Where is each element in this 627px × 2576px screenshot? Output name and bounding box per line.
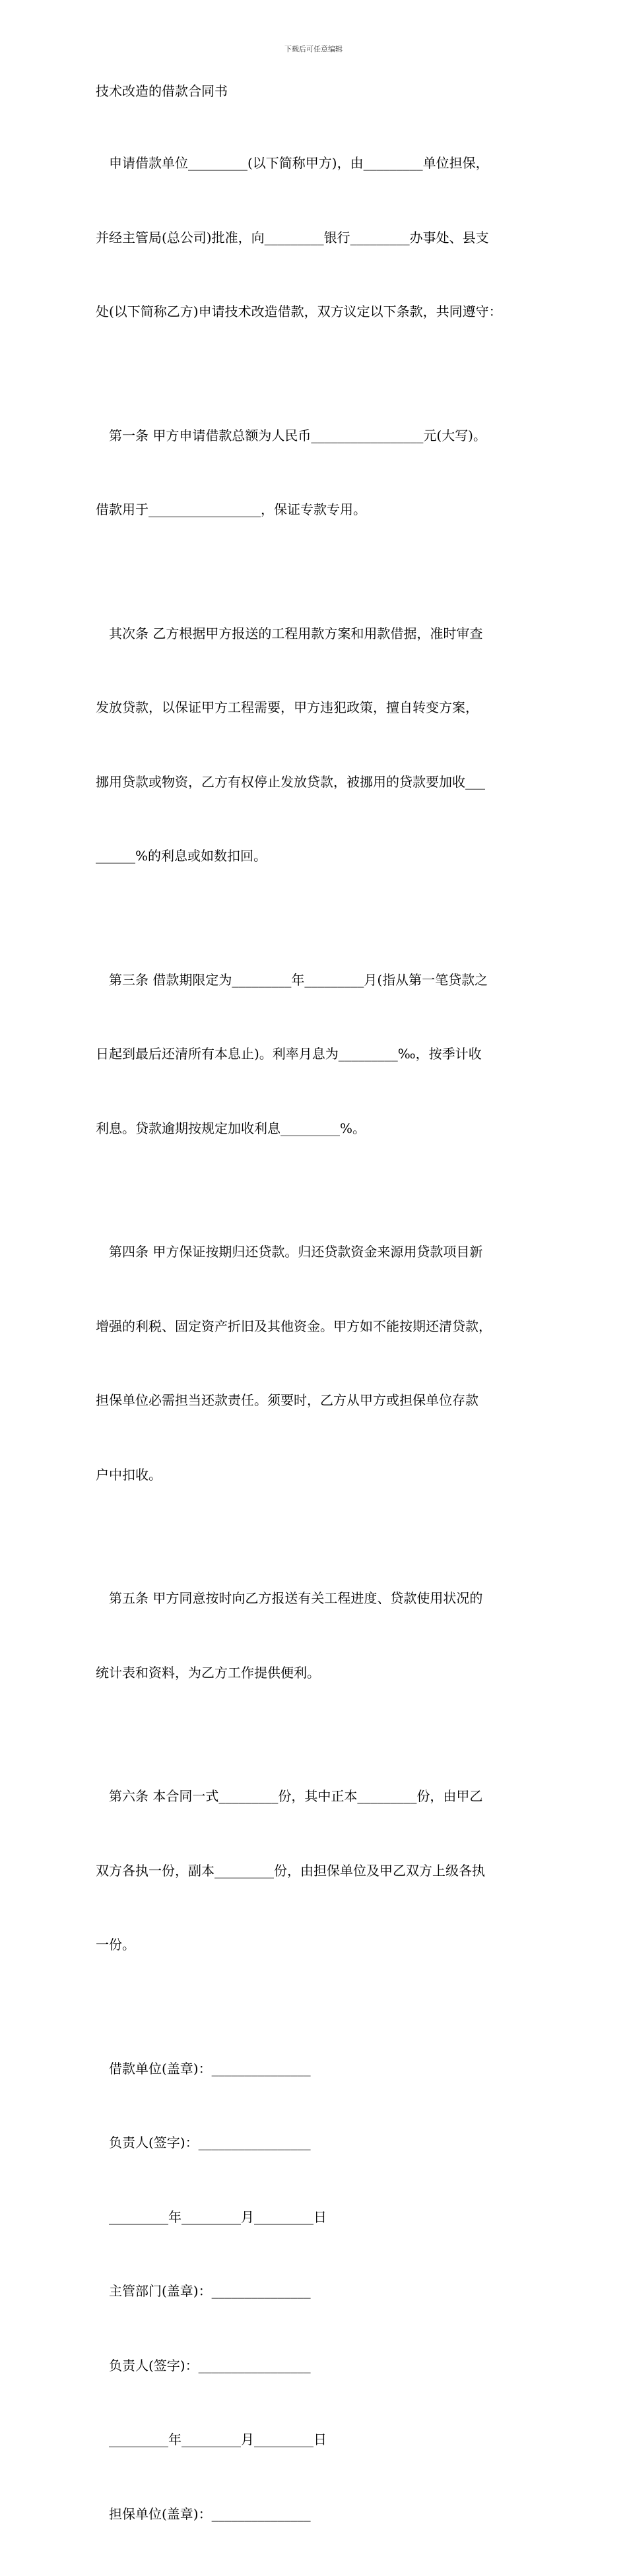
text-line: 发放贷款，以保证甲方工程需要，甲方违犯政策，擅自转变方案， — [96, 695, 538, 721]
document-body — [96, 80, 538, 2576]
text-line: 一份。 — [96, 1933, 538, 1958]
text-line: 第四条 甲方保证按期归还贷款。归还贷款资金来源用贷款项目新 — [96, 1240, 538, 1265]
text-line: 借款用于_________________，保证专款专用。 — [96, 498, 538, 523]
text-line: 其次条 乙方根据甲方报送的工程用款方案和用款借据，准时审查 — [96, 622, 538, 647]
text-line: 挪用贷款或物资，乙方有权停止发放贷款，被挪用的贷款要加收___ — [96, 770, 538, 795]
text-line: 日起到最后还清所有本息止)。利率月息为_________‰，按季计收 — [96, 1042, 538, 1067]
signature-borrower-rep: 负责人(签字)：_________________ — [96, 2131, 538, 2156]
text-line: 处(以下简称乙方)申请技术改造借款，双方议定以下条款，共同遵守： — [96, 300, 538, 325]
text-line: 第一条 甲方申请借款总额为人民币_________________元(大写)。 — [96, 424, 538, 449]
signature-date-2: _________年_________月_________日 — [96, 2428, 538, 2453]
paragraph-preamble — [96, 102, 538, 374]
text-line: 第三条 借款期限定为_________年_________月(指从第一笔贷款之 — [96, 968, 538, 993]
paragraph-article-5 — [96, 1537, 538, 1735]
signature-block — [96, 2007, 538, 2576]
text-line: 第六条 本合同一式_________份，其中正本_________份，由甲乙 — [96, 1784, 538, 1809]
paragraph-article-3 — [96, 918, 538, 1191]
text-line: ______%的利息或如数扣回。 — [96, 844, 538, 869]
text-line: 双方各执一份，副本_________份，由担保单位及甲乙双方上级各执 — [96, 1859, 538, 1884]
signature-borrower: 借款单位(盖章)：_______________ — [96, 2057, 538, 2082]
text-line: 担保单位必需担当还款责任。须要时，乙方从甲方或担保单位存款 — [96, 1388, 538, 1413]
text-line: 户中扣收。 — [96, 1463, 538, 1488]
signature-guarantor: 担保单位(盖章)：_______________ — [96, 2502, 538, 2527]
signature-supervisor: 主管部门(盖章)：_______________ — [96, 2279, 538, 2304]
text-line: 利息。贷款逾期按规定加收利息_________%。 — [96, 1116, 538, 1142]
header-note: 下载后可任意编辑 — [0, 44, 627, 54]
paragraph-article-2 — [96, 572, 538, 918]
paragraph-article-1 — [96, 374, 538, 572]
text-line: 增强的利税、固定资产折旧及其他资金。甲方如不能按期还清贷款， — [96, 1314, 538, 1339]
paragraph-article-4 — [96, 1190, 538, 1537]
paragraph-article-6 — [96, 1735, 538, 2007]
text-line: 统计表和资料，为乙方工作提供便利。 — [96, 1661, 538, 1686]
signature-date-1: _________年_________月_________日 — [96, 2205, 538, 2230]
signature-supervisor-rep: 负责人(签字)：_________________ — [96, 2354, 538, 2379]
document-title: 技术改造的借款合同书 — [96, 80, 538, 102]
text-line: 第五条 甲方同意按时向乙方报送有关工程进度、贷款使用状况的 — [96, 1586, 538, 1611]
text-line: 申请借款单位_________(以下简称甲方)，由_________单位担保， — [96, 151, 538, 176]
text-line: 并经主管局(总公司)批准，向_________银行_________办事处、县支 — [96, 226, 538, 251]
